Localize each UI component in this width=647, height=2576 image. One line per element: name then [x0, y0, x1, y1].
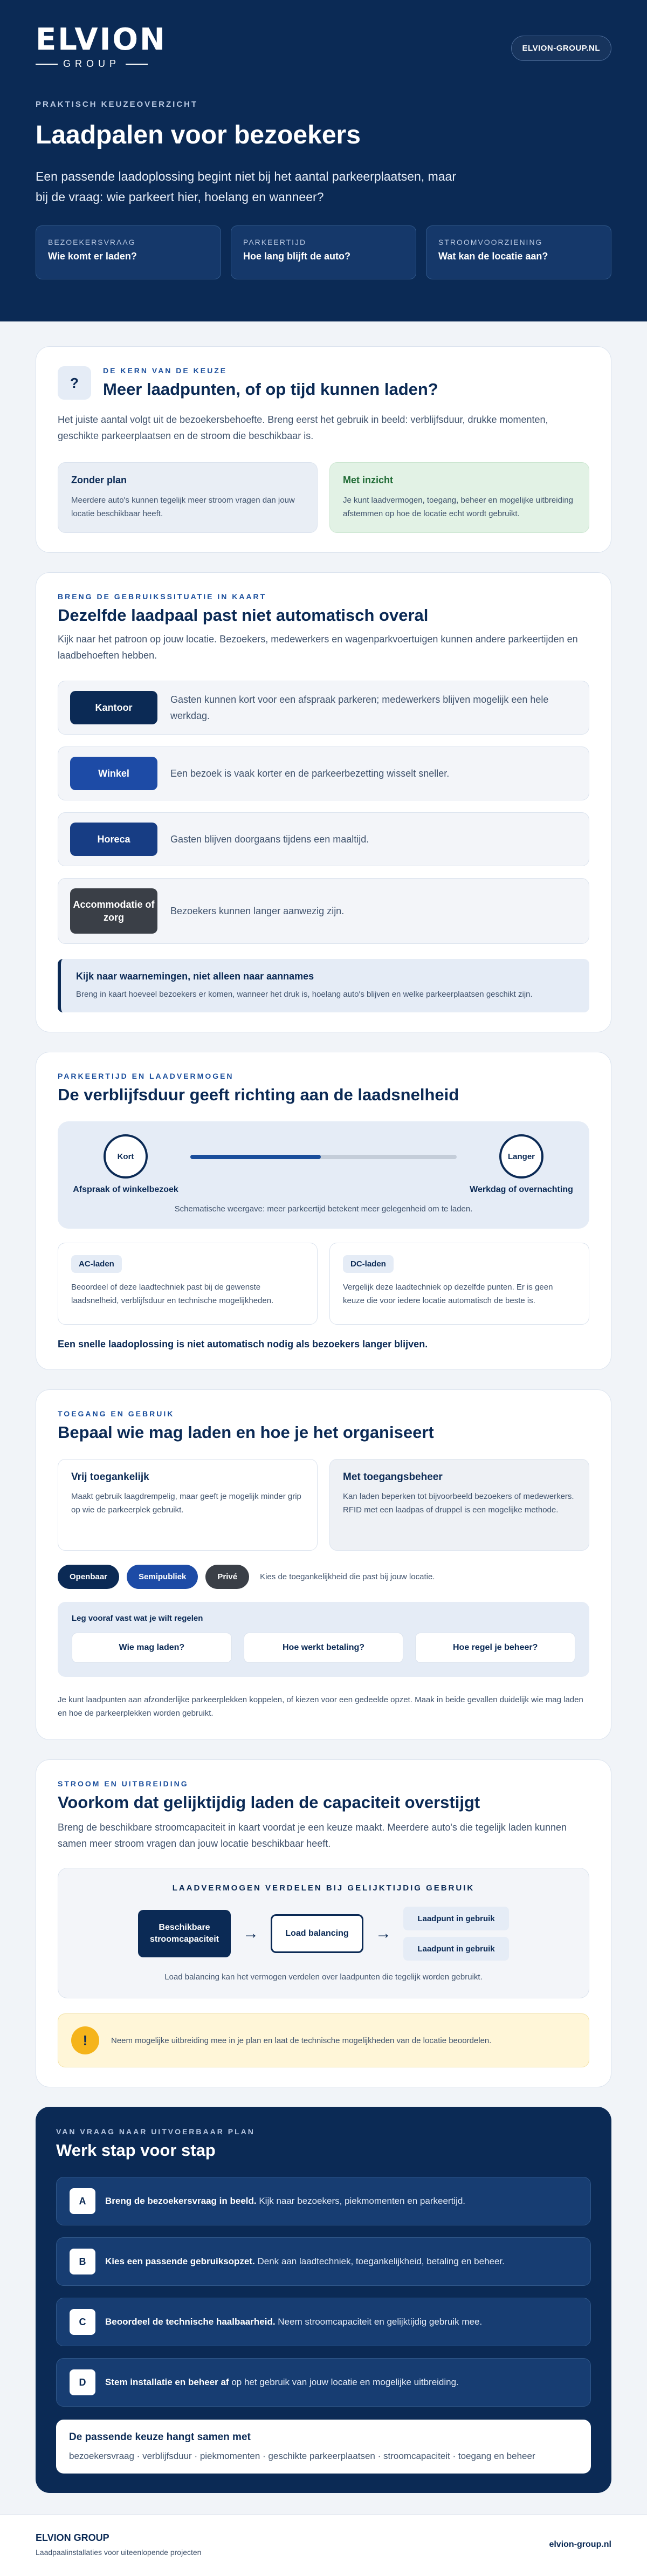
- arrow-right-icon: →: [375, 1924, 391, 1942]
- step-text: [105, 2256, 505, 2267]
- scale-fill: [190, 1155, 321, 1159]
- step-c: [56, 2298, 591, 2346]
- comparison: [58, 462, 589, 533]
- charge-point-node: Laadpunt in gebruik: [403, 1907, 509, 1930]
- load-balancing-node: Load balancing: [271, 1914, 363, 1953]
- section-text: Het juiste aantal volgt uit de bezoekersbehoefte. Breng eerst het gebruik in beeld: verblijfsduur, drukke momenten, geschikte parkeerplaatsen en de stroom die beschikbaar is.: [58, 414, 548, 441]
- step-bold: Beoordeel de technische haalbaarheid.: [105, 2317, 276, 2327]
- logo-sub: GROUP: [36, 58, 148, 70]
- footer: [0, 2515, 647, 2576]
- footer-brand: [36, 2532, 201, 2557]
- rule-payment-button[interactable]: Hoe werkt betaling?: [244, 1633, 404, 1663]
- location-row-accommodatie: [58, 878, 589, 944]
- step-badge: B: [70, 2249, 95, 2274]
- section-toegang: [36, 1389, 611, 1740]
- warning-note: [58, 2013, 589, 2067]
- location-text: Gasten kunnen kort voor een afspraak parkeren; medewerkers blijven mogelijk een hele werkdag.: [170, 694, 549, 721]
- site-link-pill[interactable]: ELVION-GROUP.NL: [511, 36, 611, 61]
- access-hint: Kies de toegankelijkheid die past bij jouw locatie.: [260, 1572, 435, 1581]
- rule-management-button[interactable]: Hoe regel je beheer?: [415, 1633, 575, 1663]
- capacity-node: Beschikbare stroomcapaciteit: [138, 1910, 231, 1957]
- hero-eyebrow: PRAKTISCH KEUZEOVERZICHT: [36, 100, 198, 109]
- section-kern: [36, 346, 611, 553]
- step-rest: Kijk naar bezoekers, piekmomenten en parkeertijd.: [256, 2196, 466, 2206]
- charge-point-node: Laadpunt in gebruik: [403, 1937, 509, 1961]
- box-text: Kan laden beperken tot bijvoorbeeld bezoekers of medewerkers. RFID met een laadpas of druppel is een mogelijke methode.: [343, 1492, 574, 1515]
- section-eyebrow: STROOM EN UITBREIDING: [58, 1779, 189, 1788]
- rules-panel: [58, 1602, 589, 1677]
- location-text: Bezoekers kunnen langer aanwezig zijn.: [170, 906, 345, 916]
- charging-types: [58, 1243, 589, 1325]
- logo-word: ELVION: [36, 22, 167, 57]
- access-control-box: [329, 1459, 589, 1551]
- section-title: Bepaal wie mag laden en hoe je het organiseert: [58, 1423, 434, 1442]
- pill-semipubliek[interactable]: Semipubliek: [127, 1565, 198, 1589]
- section-title: De verblijfsduur geeft richting aan de laadsnelheid: [58, 1085, 459, 1104]
- page-title: Laadpalen voor bezoekers: [36, 121, 361, 149]
- step-text: [105, 2377, 459, 2388]
- section-title: Voorkom dat gelijktijdig laden de capaciteit overstijgt: [58, 1793, 480, 1812]
- section-conclusion: Een snelle laadoplossing is niet automatisch nodig als bezoekers langer blijven.: [58, 1339, 428, 1349]
- hero-card-label: STROOMVOORZIENING: [438, 238, 543, 246]
- hero-card-label: BEZOEKERSVRAAG: [48, 238, 136, 246]
- rules-title: Leg vooraf vast wat je wilt regelen: [72, 1614, 203, 1623]
- hero-lead: Een passende laadoplossing begint niet bij het aantal parkeerplaatsen, maar bij de vraag: wie parkeert hier, hoelang en wanneer?: [36, 169, 456, 204]
- pill-openbaar[interactable]: Openbaar: [58, 1565, 119, 1589]
- step-text: [105, 2317, 482, 2327]
- observation-callout: [58, 959, 589, 1012]
- brand-logo[interactable]: [36, 22, 167, 70]
- access-options: [58, 1459, 589, 1551]
- pill-prive[interactable]: Privé: [205, 1565, 249, 1589]
- step-rest: op het gebruik van jouw locatie en mogelijke uitbreiding.: [229, 2377, 459, 2387]
- hero-top: [36, 22, 611, 70]
- with-insight-box: [329, 462, 589, 533]
- question-icon: ?: [58, 366, 91, 400]
- section-eyebrow: TOEGANG EN GEBRUIK: [58, 1409, 175, 1418]
- duration-scale: [58, 1121, 589, 1229]
- step-badge: A: [70, 2188, 95, 2214]
- step-text: [105, 2196, 465, 2207]
- scale-start-label: Afspraak of winkelbezoek: [73, 1185, 178, 1194]
- hero-card-question: Hoe lang blijft de auto?: [243, 251, 350, 262]
- section-title: Werk stap voor stap: [56, 2141, 216, 2160]
- step-bold: Stem installatie en beheer af: [105, 2377, 229, 2387]
- footer-tagline: Laadpaalinstallaties voor uiteenlopende projecten: [36, 2548, 202, 2557]
- load-balancing-diagram: [58, 1868, 589, 1998]
- box-title: Zonder plan: [71, 475, 127, 485]
- callout-title: Kijk naar waarnemingen, niet alleen naar aannames: [76, 971, 314, 982]
- section-text: Kijk naar het patroon op jouw locatie. Bezoekers, medewerkers en wagenparkvoertuigen kunnen andere parkeertijden en laadbehoeften hebben.: [58, 634, 578, 661]
- without-plan-box: [58, 462, 318, 533]
- location-text: Gasten blijven doorgaans tijdens een maaltijd.: [170, 834, 369, 845]
- ac-text: Beoordeel of deze laadtechniek past bij de gewenste laadsnelheid, verblijfsduur en technische mogelijkheden.: [71, 1283, 274, 1305]
- access-level-row: [58, 1565, 589, 1589]
- dc-text: Vergelijk deze laadtechniek op dezelfde punten. Er is geen keuze die voor iedere locatie automatisch de beste is.: [343, 1283, 553, 1305]
- dc-box: [329, 1243, 589, 1325]
- scale-start: [72, 1134, 180, 1195]
- scale-end: [467, 1134, 575, 1195]
- hero-card-parkeertijd[interactable]: [231, 225, 416, 279]
- location-list: [58, 681, 589, 944]
- hero-card-question: Wat kan de locatie aan?: [438, 251, 548, 262]
- section-eyebrow: VAN VRAAG NAAR UITVOERBAAR PLAN: [56, 2127, 255, 2136]
- callout-text: Breng in kaart hoeveel bezoekers er komen, wanneer het druk is, hoelang auto's blijven en welke parkeerplaatsen geschikt zijn.: [76, 990, 533, 999]
- hero-card-label: PARKEERTIJD: [243, 238, 307, 246]
- location-tag: Accommodatie of zorg: [70, 888, 157, 934]
- hero-card-stroomvoorziening[interactable]: [426, 225, 611, 279]
- warning-icon: !: [71, 2026, 99, 2054]
- location-tag: Kantoor: [70, 691, 157, 724]
- location-row-horeca: [58, 812, 589, 866]
- box-title: Met inzicht: [343, 475, 393, 485]
- section-title: Dezelfde laadpaal past niet automatisch overal: [58, 606, 429, 625]
- section-text: Breng de beschikbare stroomcapaciteit in kaart voordat je een keuze maakt. Meerdere auto's die tegelijk laden kunnen samen meer stroom vragen dan jouw locatie beschikbaar heeft.: [58, 1822, 567, 1849]
- step-badge: C: [70, 2309, 95, 2335]
- hero-card-question: Wie komt er laden?: [48, 251, 137, 262]
- ac-tag: AC-laden: [71, 1255, 122, 1273]
- step-b: [56, 2237, 591, 2286]
- scale-track: [190, 1155, 457, 1159]
- short-circle: Kort: [104, 1134, 148, 1179]
- box-title: Met toegangsbeheer: [343, 1471, 443, 1483]
- scale-caption: Schematische weergave: meer parkeertijd betekent meer gelegenheid om te laden.: [174, 1204, 473, 1214]
- step-d: [56, 2358, 591, 2407]
- hero: [0, 0, 647, 321]
- steps-list: [56, 2177, 591, 2407]
- section-gebruikssituatie: [36, 572, 611, 1032]
- summary-text: bezoekersvraag · verblijfsduur · piekmomenten · geschikte parkeerplaatsen · stroomcapaciteit · toegang en beheer: [69, 2451, 535, 2461]
- location-text: Een bezoek is vaak korter en de parkeerbezetting wisselt sneller.: [170, 768, 450, 779]
- scale-end-label: Werkdag of overnachting: [470, 1185, 573, 1194]
- diagram-title: LAADVERMOGEN VERDELEN BIJ GELIJKTIJDIG GEBRUIK: [172, 1883, 475, 1893]
- step-rest: Denk aan laadtechniek, toegankelijkheid, betaling en beheer.: [254, 2256, 505, 2266]
- hero-cards: [36, 225, 611, 279]
- section-parkeertijd: [36, 1052, 611, 1370]
- location-tag: Winkel: [70, 757, 157, 790]
- box-text: Maakt gebruik laagdrempelig, maar geeft je mogelijk minder grip op wie de parkeerplek gebruikt.: [71, 1492, 301, 1515]
- section-footnote: Je kunt laadpunten aan afzonderlijke parkeerplekken koppelen, of kiezen voor een gedeelde opzet. Maak in beide gevallen duidelijk wie mag laden en hoe de parkeerplekken worden gebruikt.: [58, 1695, 583, 1718]
- section-stroom: [36, 1759, 611, 2087]
- section-eyebrow: DE KERN VAN DE KEUZE: [103, 366, 228, 375]
- diagram-flow: [73, 1907, 574, 1961]
- location-row-kantoor: [58, 681, 589, 735]
- arrow-right-icon: →: [243, 1924, 259, 1942]
- section-title: Meer laadpunten, of op tijd kunnen laden?: [103, 380, 438, 399]
- rule-who-button[interactable]: Wie mag laden?: [72, 1633, 232, 1663]
- scale-row: [72, 1134, 575, 1195]
- hero-card-bezoekersvraag[interactable]: [36, 225, 221, 279]
- warning-text: Neem mogelijke uitbreiding mee in je plan en laat de technische mogelijkheden van de locatie beoordelen.: [111, 2036, 492, 2045]
- box-title: Vrij toegankelijk: [71, 1471, 149, 1483]
- dc-tag: DC-laden: [343, 1255, 394, 1273]
- section-stappenplan: [36, 2107, 611, 2493]
- charge-points: [403, 1907, 509, 1961]
- long-circle: Langer: [499, 1134, 543, 1179]
- step-rest: Neem stroomcapaciteit en gelijktijdig gebruik mee.: [275, 2317, 483, 2327]
- step-badge: D: [70, 2369, 95, 2395]
- footer-site-link[interactable]: elvion-group.nl: [549, 2539, 611, 2549]
- box-text: Je kunt laadvermogen, toegang, beheer en mogelijke uitbreiding afstemmen op hoe de locatie echt wordt gebruikt.: [343, 496, 573, 518]
- ac-box: [58, 1243, 318, 1325]
- summary-title: De passende keuze hangt samen met: [69, 2431, 251, 2443]
- section-eyebrow: BRENG DE GEBRUIKSSITUATIE IN KAART: [58, 592, 267, 601]
- diagram-caption: Load balancing kan het vermogen verdelen over laadpunten die tegelijk worden gebruikt.: [164, 1972, 483, 1982]
- location-row-winkel: [58, 746, 589, 800]
- location-tag: Horeca: [70, 823, 157, 856]
- box-text: Meerdere auto's kunnen tegelijk meer stroom vragen dan jouw locatie beschikbaar heeft.: [71, 496, 295, 518]
- summary-box: [56, 2420, 591, 2474]
- step-bold: Breng de bezoekersvraag in beeld.: [105, 2196, 257, 2206]
- footer-name: ELVION GROUP: [36, 2532, 109, 2543]
- main-content: [0, 321, 647, 2493]
- section-head: [58, 366, 589, 400]
- open-access-box: [58, 1459, 318, 1551]
- rules-buttons: [72, 1633, 575, 1663]
- section-eyebrow: PARKEERTIJD EN LAADVERMOGEN: [58, 1072, 234, 1080]
- step-a: [56, 2177, 591, 2225]
- step-bold: Kies een passende gebruiksopzet.: [105, 2256, 255, 2266]
